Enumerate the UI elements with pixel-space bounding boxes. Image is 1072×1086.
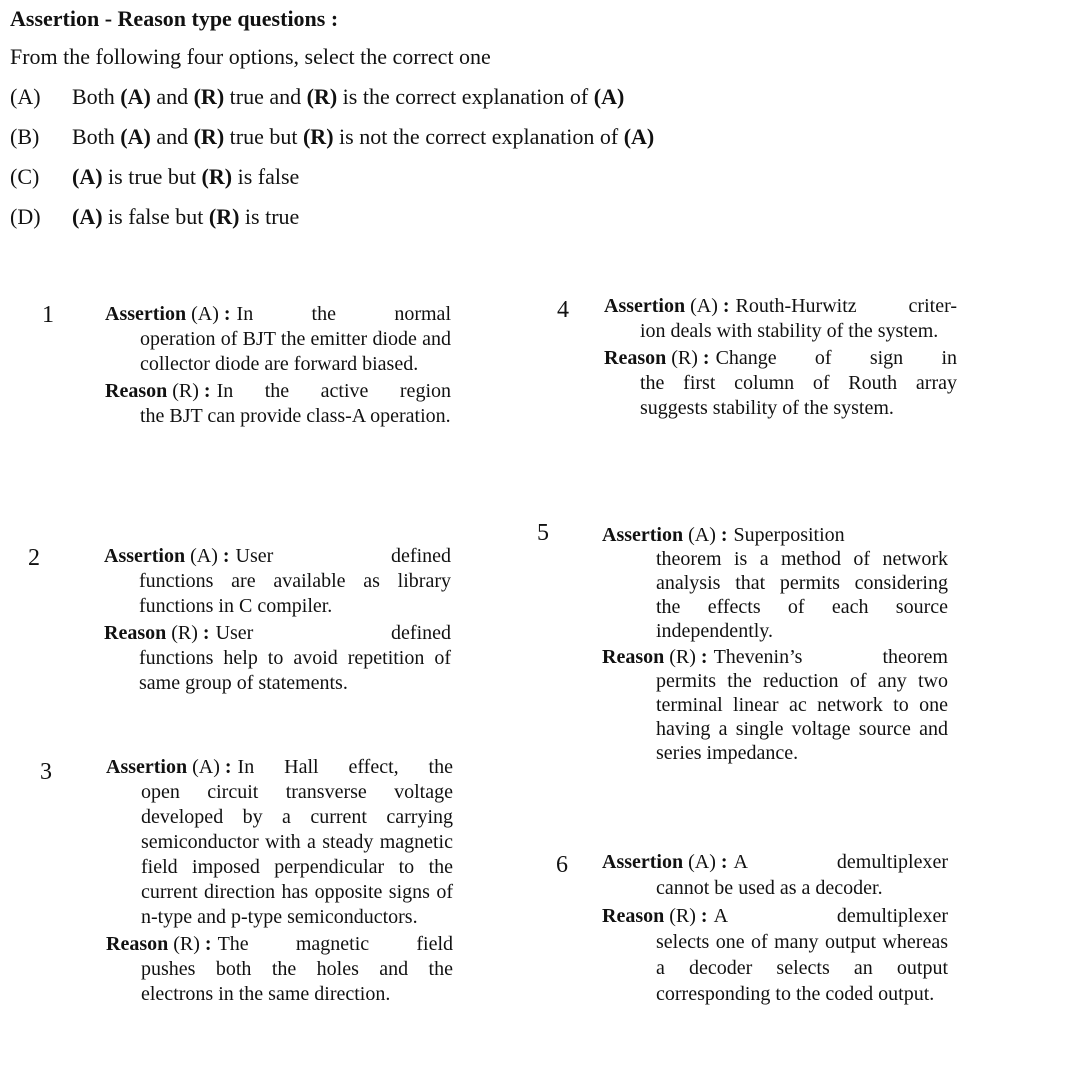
assertion-text-first-line: Superposition [733,524,845,546]
option-segment: is not the correct explanation of [333,124,624,149]
question-number: 5 [537,520,549,546]
reason-label-paren: (R) [671,347,698,369]
assertion-label-colon: : [219,756,232,778]
question-4 [604,294,957,423]
reason-lead-line [604,346,957,371]
reason-label-colon: : [197,622,210,644]
assertion-label-word: Assertion [105,303,192,325]
assertion-label-colon: : [717,295,730,317]
reason-part [602,645,948,765]
assertion-label-paren: (A) [190,545,218,567]
option-segment: Both [72,124,121,149]
reason-part [106,932,453,1007]
reason-part [105,379,451,429]
option-text [72,164,299,204]
assertion-text: theorem is a method of network analysis that permits considering the effects of each source independently. [656,548,948,642]
assertion-lead-line [104,544,451,569]
assertion-lead-line [604,294,957,319]
option-key: (B) [10,124,40,149]
reason-label-word: Reason [105,380,173,402]
option-bold-ref: (A) [593,84,625,109]
question-6 [602,849,948,1009]
assertion-text: ion deals with stability of the system. [640,320,939,342]
reason-label [105,379,211,404]
assertion-text: operation of BJT the emitter diode and collector diode are forward biased. [140,328,451,375]
assertion-label-paren: (A) [688,524,716,546]
assertion-part [105,302,451,377]
answer-options [10,84,654,244]
reason-text-first-line: Thevenin’s theorem [713,646,948,668]
assertion-label [602,523,728,547]
reason-label [106,932,212,957]
reason-label [604,346,710,371]
option-segment: is true but [102,164,202,189]
option-bold-ref: (R) [208,204,240,229]
assertion-text-first-line: In the normal [236,303,451,325]
reason-label-colon: : [697,347,710,369]
reason-label-colon: : [198,380,211,402]
option-bold-ref: (R) [306,84,338,109]
reason-text: permits the reduction of any two terminal linear ac network to one having a single voltage source and series impedance. [656,670,948,764]
option-key: (A) [10,84,41,109]
reason-label [602,903,708,929]
assertion-part [602,523,948,643]
reason-label-colon: : [199,933,212,955]
option-segment: and [150,124,194,149]
assertion-label-colon: : [715,851,728,873]
reason-label-paren: (R) [669,646,696,668]
assertion-label-word: Assertion [602,524,689,546]
option-segment: and [150,84,194,109]
assertion-text: functions are available as library functions in C compiler. [139,570,451,617]
option-segment: is false but [102,204,209,229]
reason-label-paren: (R) [669,905,696,927]
assertion-label-paren: (A) [191,303,219,325]
reason-label-word: Reason [604,347,672,369]
assertion-part [104,544,451,619]
reason-label [104,621,210,646]
assertion-text-first-line: A demultiplexer [733,851,948,873]
option-bold-ref: (R) [201,164,233,189]
question-number: 1 [42,302,54,328]
reason-lead-line [104,621,451,646]
assertion-label [105,302,231,327]
option-c [10,164,654,204]
question-1 [105,302,451,431]
option-segment: is true [239,204,300,229]
assertion-label-paren: (A) [690,295,718,317]
reason-text: the first column of Routh array suggests stability of the system. [640,372,957,419]
assertion-text: cannot be used as a decoder. [656,877,883,899]
option-segment: true but [224,124,303,149]
option-key: (D) [10,204,41,229]
assertion-part [604,294,957,344]
assertion-label [104,544,230,569]
assertion-label [602,849,728,875]
option-d [10,204,654,244]
question-number: 2 [28,545,40,571]
option-bold-ref: (A) [72,164,103,189]
option-bold-ref: (A) [72,204,103,229]
reason-label-word: Reason [602,905,670,927]
reason-label-colon: : [695,905,708,927]
reason-text-first-line: User defined [215,622,451,644]
option-bold-ref: (A) [623,124,655,149]
assertion-lead-line [105,302,451,327]
reason-label-word: Reason [106,933,174,955]
option-b [10,124,654,164]
option-bold-ref: (A) [120,84,151,109]
assertion-text: open circuit transverse voltage developed by a current carrying semiconductor with a steady magnetic field imposed perpendicular to the current direction has opposite signs of n-type and p-type semiconductors. [141,781,453,928]
option-bold-ref: (R) [193,84,225,109]
option-segment: is false [232,164,300,189]
question-5 [602,523,948,767]
assertion-lead-line [602,849,948,875]
option-bold-ref: (A) [120,124,151,149]
reason-text: functions help to avoid repetition of same group of statements. [139,647,451,694]
page-instruction: From the following four options, select the correct one [10,44,491,69]
reason-label-paren: (R) [172,380,199,402]
reason-part [104,621,451,696]
reason-lead-line [602,645,948,669]
reason-lead-line [602,903,948,929]
assertion-text-first-line: User defined [235,545,451,567]
question-number: 6 [556,852,568,878]
question-number: 4 [557,297,569,323]
option-a [10,84,654,124]
reason-lead-line [105,379,451,404]
reason-label [602,645,708,669]
reason-text: pushes both the holes and the electrons in the same direction. [141,958,453,1005]
assertion-label-colon: : [218,303,231,325]
option-bold-ref: (R) [302,124,334,149]
assertion-label [604,294,730,319]
assertion-label-word: Assertion [106,756,193,778]
question-number: 3 [40,759,52,785]
page-heading: Assertion - Reason type questions : [10,6,339,31]
question-3 [106,755,453,1009]
option-bold-ref: (R) [193,124,225,149]
reason-text-first-line: Change of sign in [715,347,957,369]
assertion-text-first-line: In Hall effect, the [237,756,453,778]
assertion-label-word: Assertion [104,545,191,567]
reason-text-first-line: The magnetic field [217,933,453,955]
reason-text-first-line: In the active region [216,380,451,402]
assertion-label-word: Assertion [604,295,691,317]
option-key: (C) [10,164,40,189]
option-segment: is the correct explanation of [337,84,594,109]
reason-text-first-line: A demultiplexer [713,905,948,927]
assertion-label-colon: : [217,545,230,567]
assertion-text-first-line: Routh-Hurwitz criter- [735,295,957,317]
assertion-lead-line [602,523,948,547]
assertion-part [106,755,453,930]
assertion-label-paren: (A) [192,756,220,778]
reason-label-word: Reason [602,646,670,668]
option-segment: true and [224,84,307,109]
reason-label-word: Reason [104,622,172,644]
reason-text: the BJT can provide class-A operation. [140,405,451,427]
assertion-label-word: Assertion [602,851,689,873]
option-text [72,84,624,124]
option-text [72,124,654,164]
reason-label-paren: (R) [173,933,200,955]
assertion-label-colon: : [715,524,728,546]
reason-part [604,346,957,421]
assertion-lead-line [106,755,453,780]
assertion-label-paren: (A) [688,851,716,873]
reason-label-colon: : [695,646,708,668]
reason-text: selects one of many output whereas a decoder selects an output corresponding to the coded output. [656,931,948,1005]
question-2 [104,544,451,698]
option-text [72,204,299,244]
reason-lead-line [106,932,453,957]
assertion-label [106,755,232,780]
assertion-part [602,849,948,901]
reason-label-paren: (R) [171,622,198,644]
option-segment: Both [72,84,121,109]
reason-part [602,903,948,1007]
